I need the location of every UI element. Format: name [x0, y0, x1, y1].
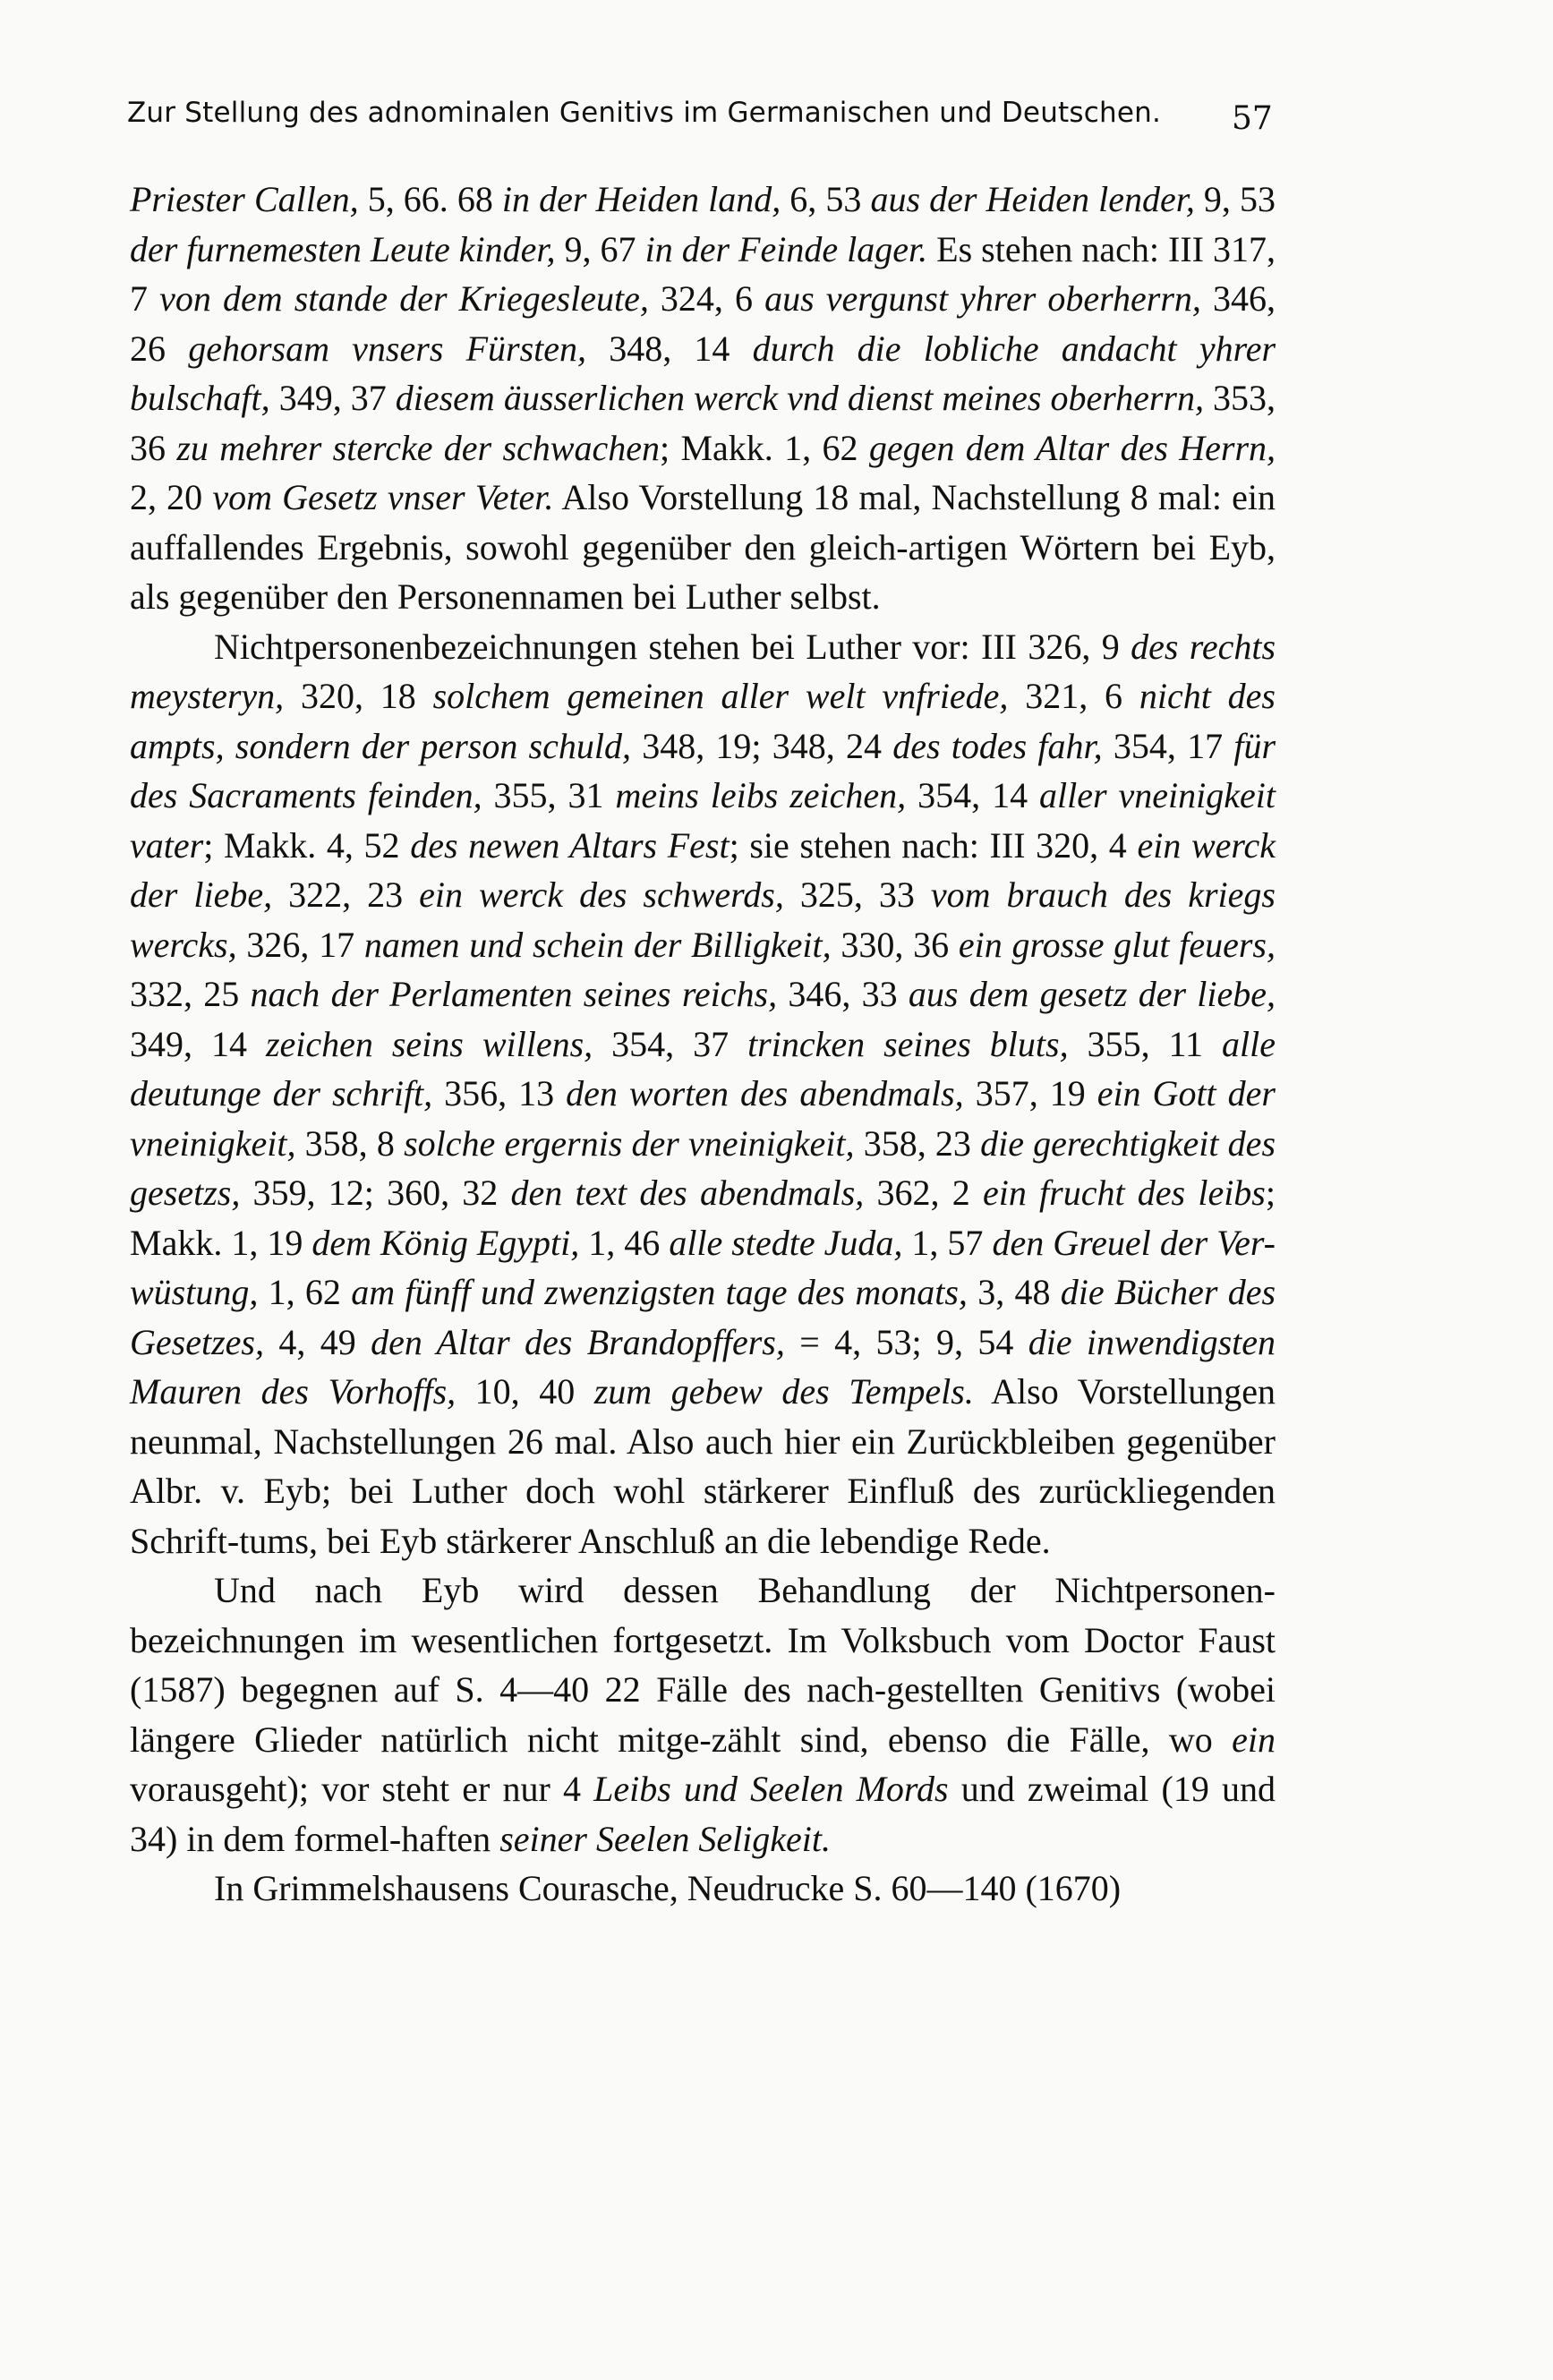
quoted-phrase: gegen dem Altar des Herrn, [868, 427, 1276, 468]
quoted-phrase: für des Sacraments feinden, [130, 725, 1276, 815]
quoted-phrase: des newen Altars Fest [410, 824, 730, 866]
text-run: 354, 17 [1102, 725, 1234, 766]
quoted-phrase: in der Feinde lager. [644, 228, 928, 269]
quoted-phrase: die gerechtigkeit des gesetzs, [130, 1122, 1276, 1213]
text-run: 358, 23 [854, 1122, 981, 1164]
quoted-phrase: aus vergunst yhrer oberherrn, [764, 278, 1201, 319]
text-run: 1, 57 [902, 1222, 993, 1263]
text-run: 346, 33 [777, 974, 909, 1014]
quoted-phrase: solche ergernis der vneinigkeit, [404, 1122, 855, 1164]
quoted-phrase: des todes fahr, [892, 725, 1103, 766]
text-run: 346, 26 [130, 278, 1276, 369]
text-run: Und nach Eyb wird dessen Behandlung der Nichtpersonen-bezeichnungen im wesentlichen fortgesetzt. Im Volksbuch vom Doctor Faust (1587) begegnen auf S. 4—40 22 Fälle des nach-gestellten Genitivs (wobei längere Glieder natürlich nicht mitge-zählt sind, ebenso die Fälle, wo [130, 1570, 1276, 1760]
quoted-phrase: gehorsam vnsers Fürsten, [188, 328, 587, 369]
text-run: 348, 19; 348, 24 [630, 725, 893, 766]
paragraph [130, 1864, 1276, 1914]
text-run: In Grimmelshausens Courasche, Neudrucke S. 60—140 (1670) [214, 1868, 1122, 1908]
quoted-phrase: den Greuel der Ver-wüstung, [130, 1222, 1276, 1312]
running-header: Zur Stellung des adnominalen Genitivs im Germanischen und Deutschen. [127, 97, 1162, 129]
quoted-phrase: vom brauch des kriegs wercks, [130, 874, 1276, 965]
text-run: 325, 33 [783, 874, 931, 915]
text-run: 326, 17 [236, 924, 364, 965]
text-run: 356, 13 [432, 1073, 567, 1113]
text-run: 1, 62 [258, 1272, 352, 1312]
text-run: 348, 14 [586, 328, 753, 369]
text-run: 330, 36 [831, 924, 959, 965]
page-number: 57 [1232, 100, 1273, 137]
quoted-phrase: dem König Egypti, [311, 1222, 580, 1263]
paragraph [130, 622, 1276, 1566]
quoted-phrase: alle deutunge der schrift, [130, 1023, 1276, 1113]
quoted-phrase: trincken seines bluts, [747, 1023, 1069, 1064]
quoted-phrase: Priester Callen, [130, 179, 359, 219]
text-run: 324, 6 [648, 278, 765, 319]
text-run: Es stehen nach: III 317, 7 [130, 228, 1276, 319]
text-run: 2, 20 [130, 477, 213, 517]
quoted-phrase: ein frucht des leibs [982, 1173, 1266, 1213]
text-run: 354, 14 [906, 775, 1040, 815]
text-run: 349, 14 [130, 1023, 266, 1064]
quoted-phrase: des rechts meysteryn, [130, 626, 1276, 716]
text-run: 320, 18 [284, 676, 433, 716]
quoted-phrase: ein werck der liebe, [130, 824, 1276, 915]
quoted-phrase: nach der Perlamenten seines reichs, [250, 974, 778, 1014]
quoted-phrase: Leibs und Seelen Mords [593, 1769, 949, 1809]
text-run: Also Vorstellung 18 mal, Nachstellung 8 mal: ein auffallendes Ergebnis, sowohl gegenüber den gleich-artigen Wörtern bei Eyb, als gegenüber den Personennamen bei Luther selbst. [130, 477, 1276, 617]
text-run: 349, 37 [269, 378, 396, 418]
quoted-phrase: die Bücher des Gesetzes, [130, 1272, 1276, 1362]
quoted-phrase: aus der Heiden lender, [870, 179, 1195, 219]
quoted-phrase: am fünff und zwenzigsten tage des monats, [351, 1272, 968, 1312]
text-run: 362, 2 [864, 1173, 983, 1213]
quoted-phrase: ein grosse glut feuers, [958, 924, 1276, 965]
text-run: und zweimal (19 und 34) in dem formel-haften [130, 1769, 1276, 1859]
quoted-phrase: diesem äusserlichen werck vnd dienst meines oberherrn, [395, 378, 1204, 418]
text-run: Nichtpersonenbezeichnungen stehen bei Luther vor: III 326, 9 [214, 626, 1131, 667]
text-run: 321, 6 [1008, 676, 1139, 716]
quoted-phrase: den text des abendmals, [510, 1173, 865, 1213]
text-run: 357, 19 [963, 1073, 1097, 1113]
text-run: 9, 53 [1194, 179, 1276, 219]
text-run: 322, 23 [272, 874, 420, 915]
text-run: 332, 25 [130, 974, 251, 1014]
body-text [130, 175, 1276, 1914]
text-run: 355, 31 [482, 775, 616, 815]
quoted-phrase: zum gebew des Tempels. [593, 1371, 974, 1412]
quoted-phrase: aus dem gesetz der liebe, [908, 974, 1276, 1014]
quoted-phrase: nicht des ampts, sondern der person schuld, [130, 676, 1276, 766]
quoted-phrase: aller vneinigkeit vater [130, 775, 1276, 866]
quoted-phrase: der furnemesten Leute kinder, [130, 228, 556, 269]
text-run: 4, 49 [263, 1321, 371, 1362]
quoted-phrase: ein [1232, 1719, 1276, 1760]
text-run: 354, 37 [593, 1023, 748, 1064]
quoted-phrase: alle stedte Juda, [669, 1222, 903, 1263]
text-run: 359, 12; 360, 32 [240, 1173, 511, 1213]
text-run: 9, 67 [555, 228, 645, 269]
text-run: 355, 11 [1068, 1023, 1223, 1064]
text-run: vorausgeht); vor steht er nur 4 [130, 1769, 594, 1809]
quoted-phrase: in der Heiden land, [501, 179, 781, 219]
text-run: ; Makk. 1, 62 [660, 427, 869, 468]
text-run: 353, 36 [130, 378, 1276, 468]
quoted-phrase: den worten des abendmals, [566, 1073, 964, 1113]
quoted-phrase: von dem stande der Kriegesleute, [159, 278, 649, 319]
quoted-phrase: zu mehrer stercke der schwachen [176, 427, 660, 468]
quoted-phrase: den Altar des Brandopffers, [371, 1321, 785, 1362]
quoted-phrase: solchem gemeinen aller welt vnfriede, [432, 676, 1009, 716]
text-run: ; Makk. 1, 19 [130, 1173, 1276, 1263]
text-run: 10, 40 [456, 1371, 594, 1412]
text-run: 6, 53 [781, 179, 871, 219]
quoted-phrase: meins leibs zeichen, [615, 775, 907, 815]
text-run: = 4, 53; 9, 54 [784, 1321, 1028, 1362]
quoted-phrase: seiner Seelen Seligkeit. [499, 1818, 832, 1859]
quoted-phrase: ein Gott der vneinigkeit, [130, 1073, 1276, 1164]
quoted-phrase: vom Gesetz vnser Veter. [212, 477, 554, 517]
quoted-phrase: namen und schein der Billigkeit, [363, 924, 832, 965]
paragraph [130, 1565, 1276, 1864]
text-run: 358, 8 [295, 1122, 405, 1164]
quoted-phrase: die inwendigsten Mauren des Vorhoffs, [130, 1321, 1276, 1412]
quoted-phrase: zeichen seins willens, [265, 1023, 593, 1064]
text-run: ; Makk. 4, 52 [203, 824, 411, 866]
text-run: ; sie stehen nach: III 320, 4 [729, 824, 1138, 866]
quoted-phrase: ein werck des schwerds, [419, 874, 784, 915]
text-run: 1, 46 [579, 1222, 670, 1263]
text-run: 5, 66. 68 [358, 179, 502, 219]
text-run: Also Vorstellungen neunmal, Nachstellungen 26 mal. Also auch hier ein Zurückbleiben gegenüber Albr. v. Eyb; bei Luther doch wohl stärkerer Einfluß des zurückliegenden Schrift-tums, bei Eyb stärkerer Anschluß an die lebendige Rede. [130, 1371, 1276, 1561]
text-run: 3, 48 [967, 1272, 1061, 1312]
paragraph [130, 175, 1276, 622]
quoted-phrase: durch die lobliche andacht yhrer bulschaft, [130, 328, 1276, 418]
